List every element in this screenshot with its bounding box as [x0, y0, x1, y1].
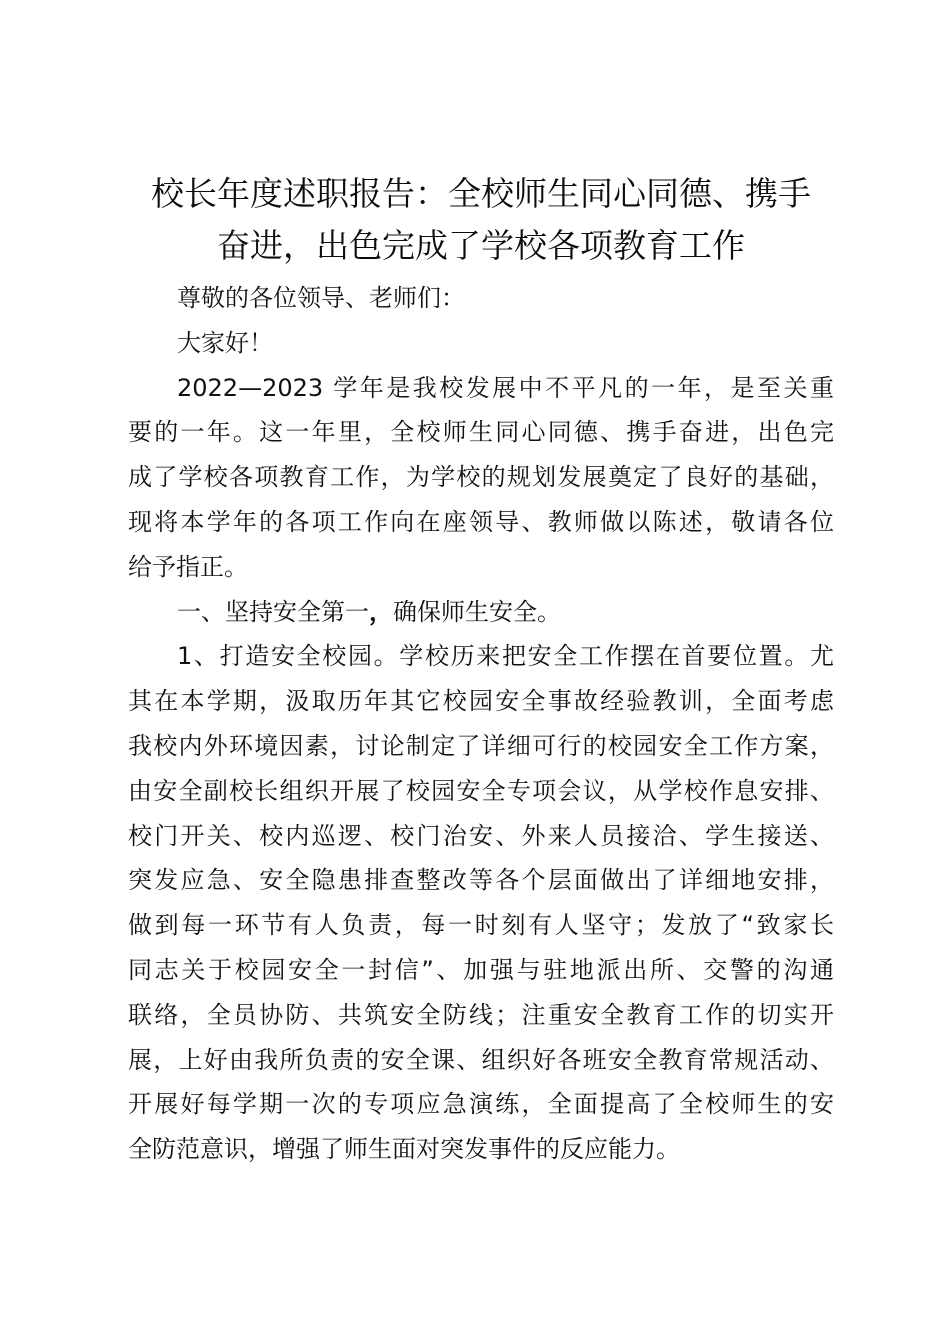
paragraph-line: 突发应急、安全隐患排查整改等各个层面做出了详细地安排， [128, 866, 834, 895]
paragraph-line: 联络，全员协防、共筑安全防线；注重安全教育工作的切实开 [128, 1000, 834, 1029]
title-line-2: 奋进，出色完成了学校各项教育工作 [217, 226, 745, 265]
section-item-paragraph [128, 634, 834, 1172]
paragraph-line: 要的一年。这一年里，全校师生同心同德、携手奋进，出色完 [128, 418, 834, 447]
intro-paragraph [128, 366, 834, 590]
document-body [128, 276, 834, 1172]
paragraph-line: 做到每一环节有人负责，每一时刻有人坚守；发放了“致家长 [128, 911, 834, 940]
paragraph-line: 1、打造安全校园。学校历来把安全工作摆在首要位置。尤 [177, 642, 834, 671]
document-page [128, 168, 834, 1172]
section-heading-separator: ， [369, 597, 393, 626]
paragraph-line: 现将本学年的各项工作向在座领导、教师做以陈述，敬请各位 [128, 507, 834, 536]
paragraph-line: 展，上好由我所负责的安全课、组织好各班安全教育常规活动、 [128, 1045, 834, 1074]
paragraph-line: 开展好每学期一次的专项应急演练，全面提高了全校师生的安 [128, 1090, 834, 1119]
section-heading-part-a: 一、坚持安全第一 [177, 597, 369, 626]
section-heading [128, 590, 834, 635]
salutation: 尊敬的各位领导、老师们： [177, 284, 465, 312]
paragraph-line: 全防范意识，增强了师生面对突发事件的反应能力。 [128, 1135, 680, 1164]
title-line-1: 校长年度述职报告：全校师生同心同德、携手 [151, 174, 811, 213]
paragraph-line: 其在本学期，汲取历年其它校园安全事故经验教训，全面考虑 [128, 687, 834, 716]
paragraph-line: 我校内外环境因素，讨论制定了详细可行的校园安全工作方案， [128, 731, 834, 760]
paragraph-line: 校门开关、校内巡逻、校门治安、外来人员接洽、学生接送、 [128, 821, 834, 850]
greeting: 大家好！ [177, 328, 273, 357]
paragraph-line: 2022—2023 学年是我校发展中不平凡的一年，是至关重 [177, 373, 834, 402]
paragraph-line: 成了学校各项教育工作，为学校的规划发展奠定了良好的基础， [128, 463, 834, 492]
document-title [128, 168, 834, 272]
paragraph-line: 给予指正。 [128, 552, 248, 581]
paragraph-line: 同志关于校园安全一封信”、加强与驻地派出所、交警的沟通 [128, 955, 834, 984]
paragraph-line: 由安全副校长组织开展了校园安全专项会议，从学校作息安排、 [128, 776, 834, 805]
section-heading-part-b: 确保师生安全。 [393, 597, 561, 626]
